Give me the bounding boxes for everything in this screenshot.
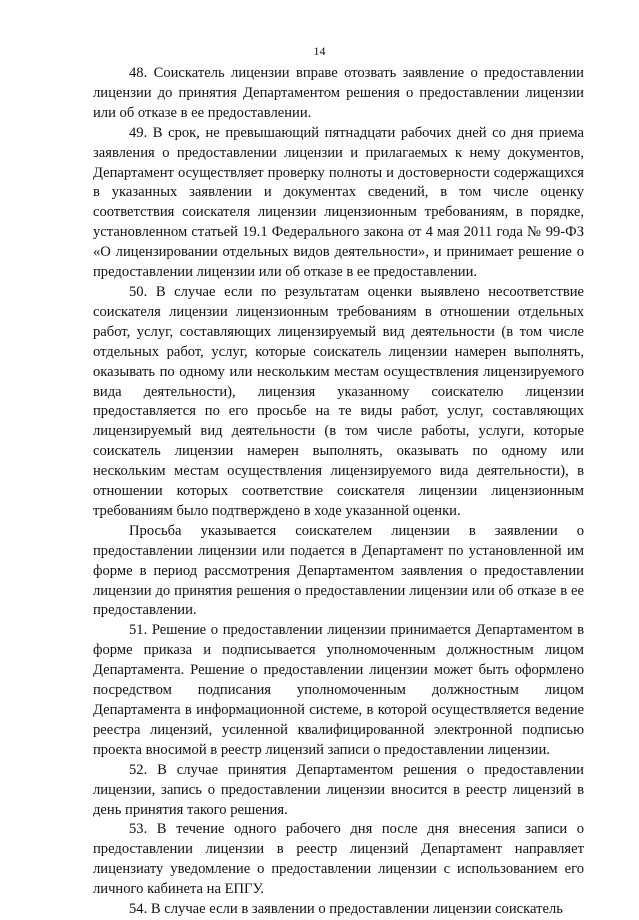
paragraph-51: 51. Решение о предоставлении лицензии принимается Департаментом в форме приказа и подписывается уполномоченным должностным лицом Департамента. Решение о предоставлении лицензии может быть оформлено посредством подписания уполномоченным должностным лицом Департамента в информационной системе, в которой осуществляется ведение реестра лицензий, усиленной квалифицированной электронной подписью проекта вносимой в реестр лицензий записи о предоставлении лицензии. (93, 622, 584, 758)
paragraph-52: 52. В случае принятия Департаментом решения о предоставлении лицензии, запись о предоставлении лицензии вносится в реестр лицензий в день принятия такого решения. (93, 761, 584, 818)
paragraph-53: 53. В течение одного рабочего дня после дня внесения записи о предоставлении лицензии в реестр лицензий Департамент направляет лицензиату уведомление о предоставлении лицензии с использованием его личного кабинета на ЕПГУ. (93, 821, 584, 898)
document-body (93, 64, 584, 920)
paragraph-54: 54. В случае если в заявлении о предоставлении лицензии соискатель (129, 901, 563, 918)
page-number: 14 (313, 44, 326, 58)
paragraph-49: 49. В срок, не превышающий пятнадцати рабочих дней со дня приема заявления о предоставлении лицензии и прилагаемых к нему документов, Департамент осуществляет проверку полноты и достоверности содержащихся в указанных заявлении и документах сведений, в том числе оценку соответствия соискателя лицензии лицензионным требованиям, в порядке, установленном статьей 19.1 Федерального закона от 4 мая 2011 года № 99-ФЗ «О лицензировании отдельных видов деятельности», и принимает решение о предоставлении лицензии или об отказе в ее предоставлении. (93, 124, 584, 281)
paragraph-50: 50. В случае если по результатам оценки выявлено несоответствие соискателя лицензии лицензионным требованиям в отношении отдельных работ, услуг, составляющих лицензируемый вид деятельности (в том числе отдельных работ, услуг, которые соискатель лицензии намерен выполнять, оказывать по одному или нескольким местам осуществления лицензируемого вида деятельности), лицензия указанному соискателю лицензии предоставляется по его просьбе на те виды работ, услуг, составляющих лицензируемый вид деятельности (в том числе работы, услуги, которые соискатель лицензии намерен выполнять, оказывать по одному или нескольким местам осуществления лицензируемого вида деятельности), в отношении которых соответствие соискателя лицензии лицензионным требованиям было подтверждено в ходе указанной оценки. (93, 283, 584, 519)
paragraph-50-request: Просьба указывается соискателем лицензии в заявлении о предоставлении лицензии или подается в Департамент по установленной им форме в период рассмотрения Департаментом заявления о предоставлении лицензии до принятия решения о предоставлении лицензии или об отказе в ее предоставлении. (93, 522, 584, 619)
paragraph-48: 48. Соискатель лицензии вправе отозвать заявление о предоставлении лицензии до принятия Департаментом решения о предоставлении лицензии или об отказе в ее предоставлении. (93, 65, 584, 121)
